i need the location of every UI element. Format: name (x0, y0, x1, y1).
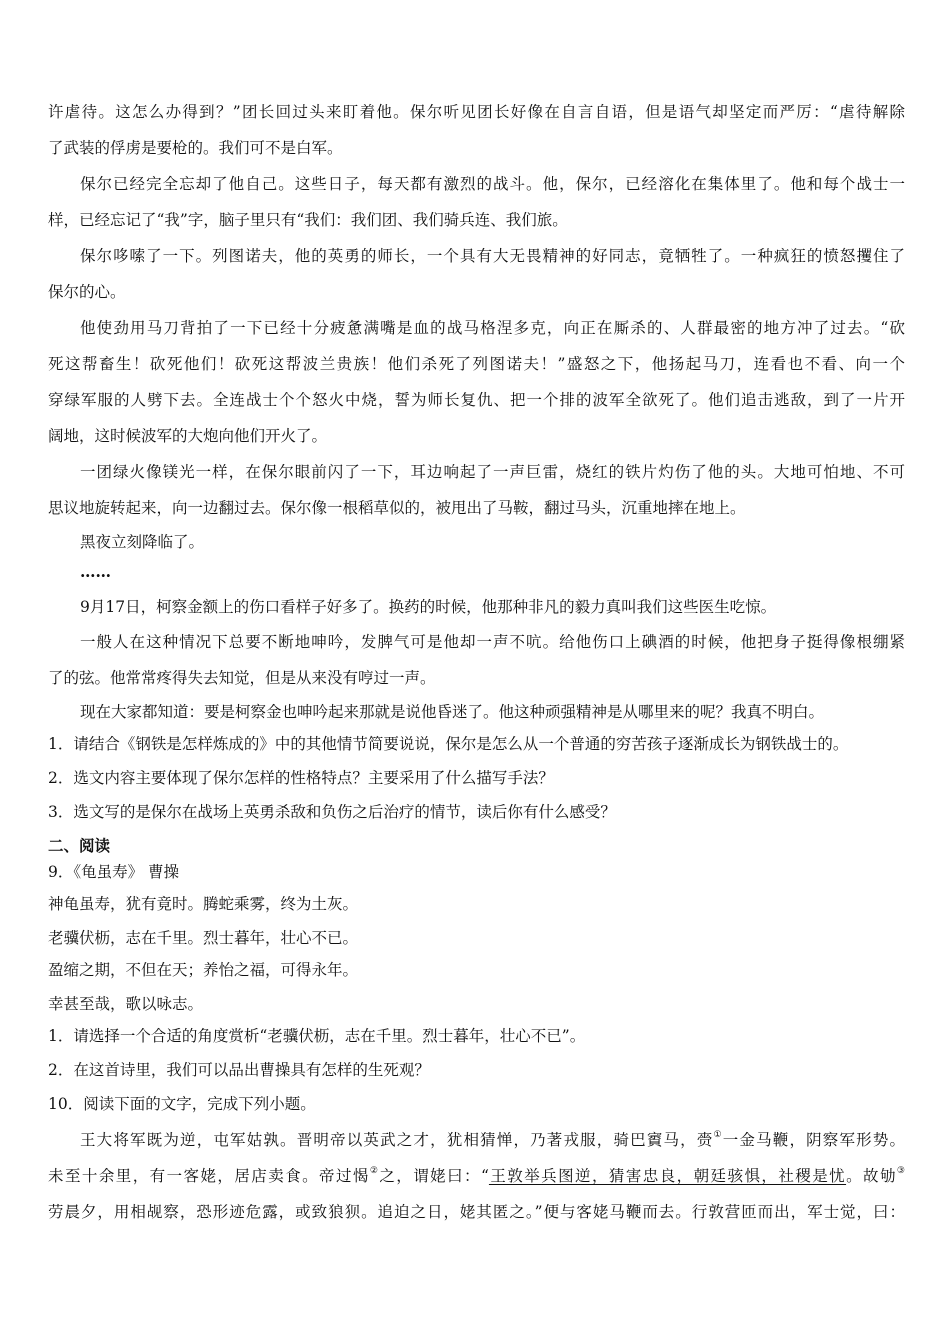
text: 劳晨夕，用相觇察，恐形迹危露，或致狼狈。追迫之日，姥其匿之。”便与客姥马鞭而去。行敦营匝而出，军士觉，曰： (48, 1203, 905, 1221)
text-line: 1．请选择一个合适的角度赏析“老骥伏枥，志在千里。烈士暮年，壮心不已”。 (48, 1027, 586, 1045)
text-line: 神龟虽寿，犹有竟时。腾蛇乘雾，终为土灰。 (48, 895, 359, 913)
footnote-marker: ③ (896, 1166, 905, 1176)
text-line: 思议地旋转起来，向一边翻过去。保尔像一根稻草似的，被甩出了马鞍，翻过马头，沉重地摔在地上。 (48, 499, 746, 517)
text-line: 1．请结合《钢铁是怎样炼成的》中的其他情节简要说说，保尔是怎么从一个普通的穷苦孩子逐渐成长为钢铁战士的。 (48, 735, 849, 753)
text-line: 二、阅读 (48, 836, 111, 855)
footnote-marker: ② (369, 1166, 380, 1176)
text-line: 保尔哆嗦了一下。列图诺夫，他的英勇的师长，一个具有大无畏精神的好同志，竟牺牲了。一种疯狂的愤怒攫住了 (80, 247, 905, 265)
text-line: 了武装的俘虏是要枪的。我们可不是白军。 (48, 139, 343, 157)
text-line: 穿绿军服的人劈下去。全连战士个个怒火中烧，誓为师长复仇、把一个排的波军全欲死了。他们追击逃敌，到了一片开 (48, 391, 905, 409)
text-line: 阔地，这时候波军的大炮向他们开火了。 (48, 427, 328, 445)
passage-line (48, 1166, 905, 1186)
text-line: 盈缩之期，不但在天；养怡之福，可得永年。 (48, 961, 359, 979)
text-line: 样，已经忘记了“我”字，脑子里只有“我们：我们团、我们骑兵连、我们旅。 (48, 211, 568, 229)
text: 王大将军既为逆，屯军姑孰。晋明帝以英武之才，犹相猜惮，乃著戎服，骑巴賨马，赍 (80, 1131, 714, 1149)
text-line: 10．阅读下面的文字，完成下列小题。 (48, 1095, 316, 1113)
text: 未至十余里，有一客姥，居店卖食。帝过愒 (48, 1167, 370, 1185)
text-line: 幸甚至哉，歌以咏志。 (48, 995, 204, 1013)
text-line: 保尔已经完全忘却了他自己。这些日子，每天都有激烈的战斗。他，保尔，已经溶化在集体里了。他和每个战士一 (80, 175, 905, 193)
text-line: 他使劲用马刀背拍了一下已经十分疲惫满嘴是血的战马格涅多克，向正在厮杀的、人群最密的地方冲了过去。“砍 (80, 319, 905, 337)
text-line: 保尔的心。 (48, 283, 126, 301)
text-line: 一般人在这种情况下总要不断地呻吟，发脾气可是他却一声不吭。给他伤口上碘酒的时候，他把身子挺得像根绷紧 (80, 633, 905, 651)
passage-line (80, 1130, 905, 1150)
footnote-marker: ① (713, 1130, 723, 1140)
text-line: 了的弦。他常常疼得失去知觉，但是从来没有哼过一声。 (48, 669, 436, 687)
text: 一金马鞭，阴察军形势。 (722, 1131, 905, 1149)
text: 。故劬 (846, 1167, 897, 1185)
text-line: 9．《龟虽寿》 曹操 (48, 863, 180, 881)
text-line: 一团绿火像镁光一样，在保尔眼前闪了一下，耳边响起了一声巨雷，烧红的铁片灼伤了他的头。大地可怕地、不可 (80, 463, 905, 481)
text: 之，谓姥曰：“ (379, 1167, 489, 1185)
text-line: 2．在这首诗里，我们可以品出曹操具有怎样的生死观？ (48, 1061, 430, 1079)
text-line: 3．选文写的是保尔在战场上英勇杀敌和负伤之后治疗的情节，读后你有什么感受？ (48, 803, 616, 821)
text-line: 黑夜立刻降临了。 (80, 533, 205, 551)
underlined-sentence: 王敦举兵图逆，猜害忠良，朝廷骇惧，社稷是忧 (488, 1167, 847, 1185)
text-line: 9月17日，柯察金额上的伤口看样子好多了。换药的时候，他那种非凡的毅力真叫我们这些医生吃惊。 (80, 598, 777, 616)
text-line: 许虐待。这怎么办得到？”团长回过头来盯着他。保尔听见团长好像在自言自语，但是语气却坚定而严厉：“虐待解除 (48, 103, 905, 121)
passage-line (48, 1202, 905, 1222)
text-line: 2．选文内容主要体现了保尔怎样的性格特点？主要采用了什么描写手法？ (48, 769, 554, 787)
text-line: …… (80, 562, 111, 581)
text-line: 现在大家都知道：要是柯察金也呻吟起来那就是说他昏迷了。他这种顽强精神是从哪里来的呢？我真不明白。 (80, 703, 825, 721)
text-line: 死这帮畜生！砍死他们！砍死这帮波兰贵族！他们杀死了列图诺夫！”盛怒之下，他扬起马刀，连看也不看、向一个 (48, 355, 905, 373)
text-line: 老骥伏枥，志在千里。烈士暮年，壮心不已。 (48, 929, 359, 947)
